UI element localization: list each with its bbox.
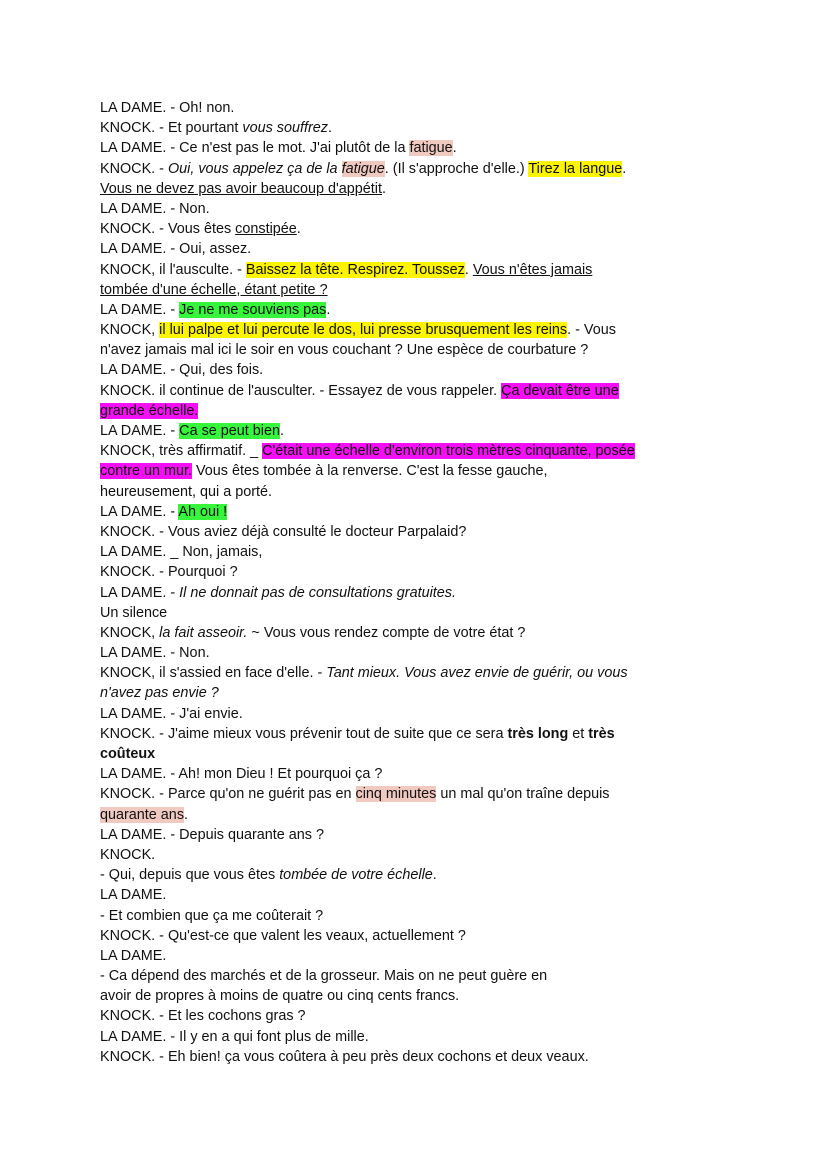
text-segment: . bbox=[464, 261, 473, 278]
highlighted-text: Baissez la tête. Respirez. Toussez bbox=[245, 261, 465, 278]
text-segment: LA DAME. bbox=[100, 947, 167, 964]
highlighted-text: contre un mur. bbox=[100, 463, 192, 480]
text-line bbox=[100, 401, 690, 421]
text-segment: - Et combien que ça me coûterait ? bbox=[100, 907, 324, 924]
text-segment: . bbox=[327, 120, 332, 137]
text-segment: n'avez jamais mal ici le soir en vous couchant ? Une espèce de courbature ? bbox=[100, 342, 589, 359]
text-segment: LA DAME. - Oui, assez. bbox=[100, 241, 252, 258]
text-line bbox=[100, 704, 690, 724]
highlighted-text: Ca se peut bien bbox=[179, 423, 280, 439]
text-line bbox=[100, 603, 690, 623]
highlighted-text: Tirez la langue bbox=[528, 160, 623, 177]
text-line bbox=[100, 583, 690, 603]
highlighted-text: coûteux bbox=[100, 746, 156, 762]
text-segment: - Qui, depuis que vous êtes bbox=[100, 867, 280, 884]
text-segment: KNOCK, bbox=[100, 624, 160, 641]
text-line bbox=[100, 784, 690, 804]
highlighted-text: Ça devait être une bbox=[501, 382, 619, 399]
text-line bbox=[100, 381, 690, 401]
text-segment: . bbox=[184, 806, 189, 823]
text-segment: et bbox=[568, 725, 589, 742]
highlighted-text: Ah oui ! bbox=[178, 503, 228, 520]
text-line bbox=[100, 522, 690, 542]
text-segment: LA DAME. - Non. bbox=[100, 645, 210, 662]
text-segment: KNOCK. - Et pourtant bbox=[100, 120, 243, 137]
document-page bbox=[100, 98, 690, 1067]
text-line bbox=[100, 461, 690, 481]
highlighted-text: très bbox=[588, 725, 615, 742]
highlighted-text: Vous n'êtes jamais bbox=[472, 261, 593, 278]
text-line bbox=[100, 98, 690, 118]
text-line bbox=[100, 946, 690, 966]
text-line bbox=[100, 1006, 690, 1026]
text-segment: . bbox=[381, 180, 386, 197]
highlighted-text: Tant mieux. Vous avez envie de guérir, ou vous bbox=[326, 665, 628, 682]
text-segment: avoir de propres à moins de quatre ou cinq cents francs. bbox=[100, 988, 460, 1005]
text-segment: LA DAME. - Qui, des fois. bbox=[100, 362, 264, 379]
highlighted-text: fatigue bbox=[341, 160, 385, 177]
text-line bbox=[100, 138, 690, 158]
text-segment: . bbox=[326, 301, 331, 318]
text-line bbox=[100, 300, 690, 320]
text-segment: LA DAME. - Ce n'est pas le mot. J'ai plutôt de la bbox=[100, 140, 410, 157]
text-line bbox=[100, 643, 690, 663]
text-line bbox=[100, 764, 690, 784]
highlighted-text: C'était une échelle d'environ trois mètres cinquante, posée bbox=[262, 443, 635, 460]
text-segment: KNOCK, il s'assied en face d'elle. - bbox=[100, 665, 327, 682]
text-segment: KNOCK. - Eh bien! ça vous coûtera à peu près deux cochons et deux veaux. bbox=[100, 1048, 589, 1065]
text-line bbox=[100, 482, 690, 502]
text-line bbox=[100, 260, 690, 280]
text-segment: KNOCK. - Parce qu'on ne guérit pas en bbox=[100, 786, 356, 803]
text-line bbox=[100, 280, 690, 300]
text-line bbox=[100, 825, 690, 845]
text-segment: LA DAME. - J'ai envie. bbox=[100, 705, 243, 722]
text-segment: . bbox=[432, 867, 437, 884]
highlighted-text: Il ne donnait pas de consultations gratuites. bbox=[179, 584, 456, 601]
text-line bbox=[100, 683, 690, 703]
text-segment: LA DAME. - Depuis quarante ans ? bbox=[100, 826, 324, 843]
text-line bbox=[100, 865, 690, 885]
text-line bbox=[100, 542, 690, 562]
text-line bbox=[100, 845, 690, 865]
highlighted-text: très long bbox=[507, 725, 569, 742]
text-segment: Un silence bbox=[100, 604, 168, 621]
text-segment: KNOCK. - bbox=[100, 160, 168, 177]
highlighted-text: Oui, vous appelez ça de la bbox=[167, 160, 342, 177]
text-segment: KNOCK. - Vous êtes bbox=[100, 221, 236, 238]
text-segment: KNOCK. - Et les cochons gras ? bbox=[100, 1008, 306, 1025]
text-segment: LA DAME. bbox=[100, 887, 167, 904]
text-segment: . bbox=[279, 423, 284, 439]
text-segment: KNOCK. - J'aime mieux vous prévenir tout de suite que ce sera bbox=[100, 725, 508, 742]
text-line bbox=[100, 966, 690, 986]
text-line bbox=[100, 885, 690, 905]
text-segment: . - Vous bbox=[567, 322, 616, 339]
text-segment: KNOCK, très affirmatif. _ bbox=[100, 443, 263, 460]
text-line bbox=[100, 118, 690, 138]
text-segment: LA DAME. - Ah! mon Dieu ! Et pourquoi ça ? bbox=[100, 766, 383, 783]
text-line bbox=[100, 340, 690, 360]
text-segment: un mal qu'on traîne depuis bbox=[436, 786, 610, 803]
text-line bbox=[100, 219, 690, 239]
text-segment: KNOCK, il l'ausculte. - bbox=[100, 261, 246, 278]
text-segment: . (Il s'approche d'elle.) bbox=[384, 160, 529, 177]
text-segment: heureusement, qui a porté. bbox=[100, 483, 272, 500]
text-segment: . bbox=[452, 140, 457, 157]
text-segment: KNOCK. - Qu'est-ce que valent les veaux, actuellement ? bbox=[100, 927, 466, 944]
highlighted-text: cinq minutes bbox=[355, 786, 437, 803]
text-segment: LA DAME. _ Non, jamais, bbox=[100, 544, 263, 561]
text-line bbox=[100, 320, 690, 340]
text-segment: ~ Vous vous rendez compte de votre état ? bbox=[247, 624, 526, 641]
text-line bbox=[100, 562, 690, 582]
text-segment: KNOCK. bbox=[100, 846, 156, 863]
text-line bbox=[100, 421, 690, 441]
highlighted-text: tombée d'une échelle, étant petite ? bbox=[100, 281, 328, 298]
highlighted-text: Je ne me souviens pas bbox=[179, 301, 327, 318]
text-line bbox=[100, 724, 690, 744]
text-segment: KNOCK. il continue de l'ausculter. - Essayez de vous rappeler. bbox=[100, 382, 502, 399]
text-segment: . bbox=[296, 221, 301, 238]
text-segment: LA DAME. - Il y en a qui font plus de mille. bbox=[100, 1028, 369, 1045]
highlighted-text: n'avez pas envie ? bbox=[100, 685, 219, 702]
highlighted-text: tombée de votre échelle bbox=[279, 867, 433, 884]
text-line bbox=[100, 986, 690, 1006]
text-line bbox=[100, 1047, 690, 1067]
text-line bbox=[100, 663, 690, 683]
highlighted-text: la fait asseoir. bbox=[159, 624, 248, 641]
highlighted-text: fatigue bbox=[409, 140, 453, 157]
text-segment: LA DAME. - bbox=[100, 423, 180, 439]
text-segment: LA DAME. - bbox=[100, 584, 180, 601]
text-line bbox=[100, 1027, 690, 1047]
text-segment: LA DAME. - bbox=[100, 301, 180, 318]
text-segment: KNOCK, bbox=[100, 322, 160, 339]
text-segment: KNOCK. - Pourquoi ? bbox=[100, 564, 238, 581]
text-line bbox=[100, 502, 690, 522]
text-line bbox=[100, 199, 690, 219]
text-line bbox=[100, 623, 690, 643]
text-line bbox=[100, 805, 690, 825]
text-segment: LA DAME. - Oh! non. bbox=[100, 100, 235, 116]
highlighted-text: il lui palpe et lui percute le dos, lui presse brusquement les reins bbox=[159, 322, 568, 339]
text-segment: - Ca dépend des marchés et de la grosseur. Mais on ne peut guère en bbox=[100, 968, 548, 985]
text-line bbox=[100, 744, 690, 764]
text-line bbox=[100, 239, 690, 259]
highlighted-text: constipée bbox=[235, 221, 297, 238]
highlighted-text: vous souffrez bbox=[242, 120, 328, 137]
text-line bbox=[100, 360, 690, 380]
text-line bbox=[100, 179, 690, 199]
text-line bbox=[100, 441, 690, 461]
text-segment: KNOCK. - Vous aviez déjà consulté le docteur Parpalaid? bbox=[100, 523, 467, 540]
text-segment: Vous êtes tombée à la renverse. C'est la fesse gauche, bbox=[192, 463, 548, 480]
text-line bbox=[100, 926, 690, 946]
text-line bbox=[100, 906, 690, 926]
text-line bbox=[100, 159, 690, 179]
highlighted-text: Vous ne devez pas avoir beaucoup d'appétit bbox=[100, 180, 382, 197]
text-segment: . bbox=[622, 160, 627, 177]
text-segment: LA DAME. - bbox=[100, 503, 179, 520]
highlighted-text: quarante ans bbox=[100, 806, 185, 823]
highlighted-text: grande échelle. bbox=[100, 402, 199, 419]
text-segment: LA DAME. - Non. bbox=[100, 200, 210, 217]
